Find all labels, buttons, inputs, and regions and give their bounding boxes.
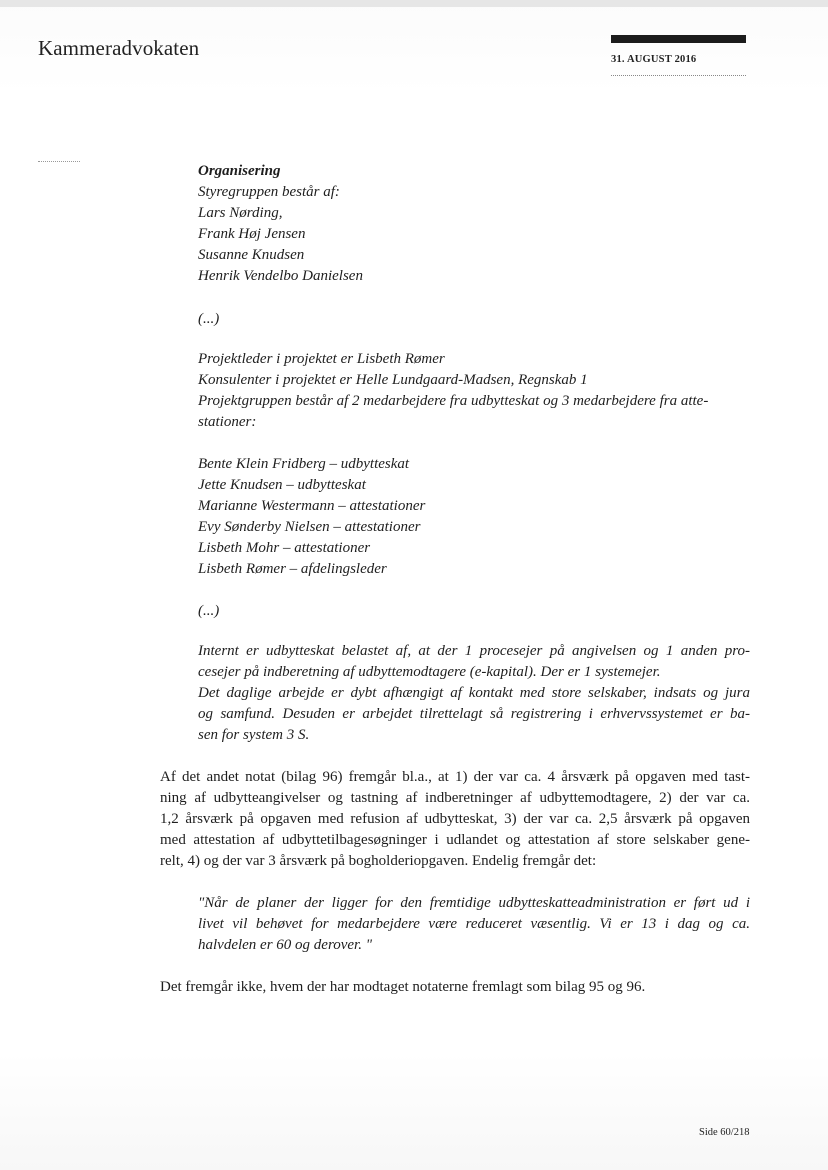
project-info-block [198, 349, 750, 433]
document-date: 31. AUGUST 2016 [611, 54, 697, 65]
quote-heading: Organisering [198, 163, 281, 179]
quote-line: livet vil behøvet for medarbejdere være reduceret væsentlig. Vi er 13 i dag og ca. [198, 916, 750, 932]
paragraph-line: 1,2 årsværk på opgaven med refusion af udbytteskat, 3) der var ca. 2,5 årsværk på opgaven [160, 811, 750, 827]
steering-group-intro: Styregruppen består af: [198, 184, 340, 200]
quote-line: halvdelen er 60 og derover. " [198, 937, 373, 953]
date-bar-decoration [611, 35, 746, 43]
staff-member: Lisbeth Rømer – afdelingsleder [198, 561, 387, 577]
closing-line: og samfund. Desuden er arbejdet tilrettelagt så registrering i erhvervssystemet er ba- [198, 706, 750, 722]
closing-line: cesejer på indberetning af udbyttemodtagere (e-kapital). Der er 1 systemejer. [198, 664, 661, 680]
paragraph-line: Det fremgår ikke, hvem der har modtaget notaterne fremlagt som bilag 95 og 96. [160, 979, 646, 995]
project-line: Projektgruppen består af 2 medarbejdere fra udbytteskat og 3 medarbejdere fra atte- [198, 393, 709, 409]
staff-member: Bente Klein Fridberg – udbytteskat [198, 456, 410, 472]
project-staff-list [198, 454, 750, 580]
staff-member: Jette Knudsen – udbytteskat [198, 477, 366, 493]
project-line: stationer: [198, 414, 257, 430]
paragraph-line: ning af udbytteangivelser og tastning af indberetninger af udbyttemodtagere, 2) der var ca. [160, 790, 750, 806]
steering-member: Frank Høj Jensen [198, 226, 306, 242]
quote-block-2 [198, 893, 750, 956]
quote-line: "Når de planer der ligger for den fremtidige udbytteskatteadministration er ført ud i [198, 895, 750, 911]
paragraph-line: Af det andet notat (bilag 96) fremgår bl.a., at 1) der var ca. 4 årsværk på opgaven med tast- [160, 769, 750, 785]
project-line: Projektleder i projektet er Lisbeth Rømer [198, 351, 445, 367]
date-divider [611, 75, 746, 76]
ellipsis: (...) [198, 603, 220, 619]
staff-member: Evy Sønderby Nielsen – attestationer [198, 519, 421, 535]
body-paragraph-2 [160, 977, 750, 998]
steering-member: Susanne Knudsen [198, 247, 305, 263]
closing-line: Det daglige arbejde er dybt afhængigt af kontakt med store selskaber, indsats og jura [198, 685, 750, 701]
top-edge [0, 0, 828, 7]
ellipsis-1-block [198, 309, 750, 330]
steering-member: Henrik Vendelbo Danielsen [198, 268, 363, 284]
margin-dotted-rule [38, 161, 80, 162]
body-paragraph-1 [160, 767, 750, 872]
ellipsis: (...) [198, 311, 220, 327]
paragraph-line: med attestation af udbyttetilbagesøgninger i udlandet og attestation af store selskaber gene- [160, 832, 750, 848]
staff-member: Marianne Westermann – attestationer [198, 498, 426, 514]
ellipsis-2-block [198, 601, 750, 622]
organization-name: Kammeradvokaten [38, 36, 200, 60]
steering-member: Lars Nørding, [198, 205, 283, 221]
closing-line: Internt er udbytteskat belastet af, at der 1 procesejer på angivelsen og 1 anden pro- [198, 643, 750, 659]
quote-closing-paragraph [198, 641, 750, 746]
paragraph-line: relt, 4) og der var 3 årsværk på bogholderiopgaven. Endelig fremgår det: [160, 853, 597, 869]
staff-member: Lisbeth Mohr – attestationer [198, 540, 371, 556]
quote-block-organisation [198, 161, 750, 287]
project-line: Konsulenter i projektet er Helle Lundgaard-Madsen, Regnskab 1 [198, 372, 588, 388]
page-number: Side 60/218 [699, 1127, 750, 1138]
closing-line: sen for system 3 S. [198, 727, 310, 743]
